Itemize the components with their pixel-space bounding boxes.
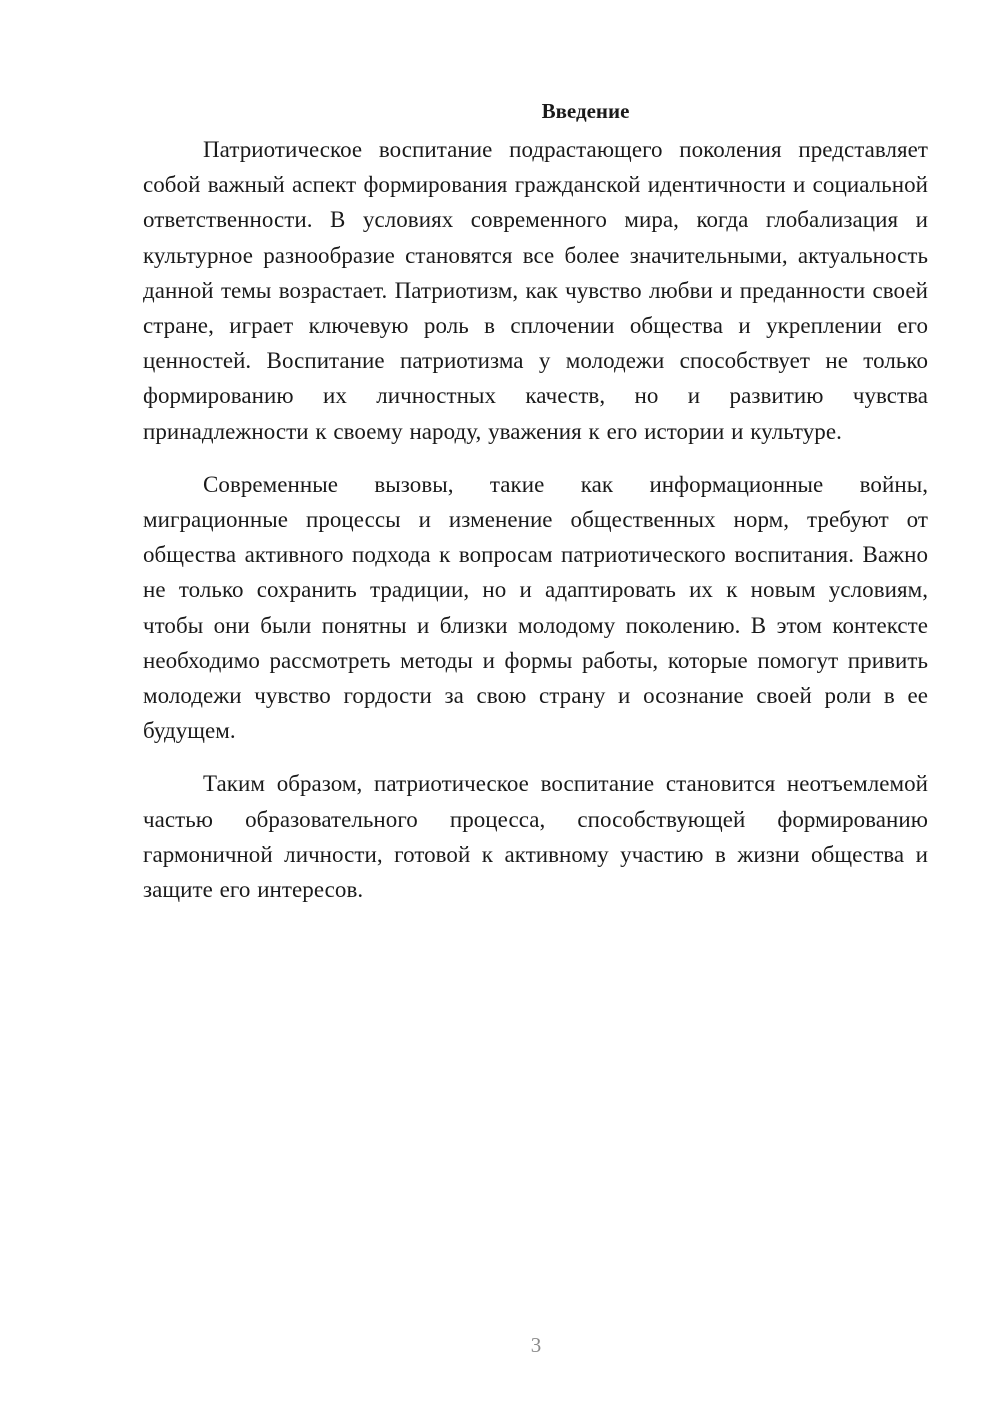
paragraph-1: Патриотическое воспитание подрастающего поколения представляет собой важный аспект формирования гражданской идентичности и социальной ответственности. В условиях современного мира, когда глобализация и культурное разнообразие становятся все более значительными, актуальность данной темы возрастает. Патриотизм, как чувство любви и преданности своей стране, играет ключевую роль в сплочении общества и укреплении его ценностей. Воспитание патриотизма у молодежи способствует не только формированию их личностных качеств, но и развитию чувства принадлежности к своему народу, уважения к его истории и культуре. (143, 137, 928, 444)
paragraph-3: Таким образом, патриотическое воспитание становится неотъемлемой частью образовательного процесса, способствующей формированию гармоничной личности, готовой к активному участию в жизни общества и защите его интересов. (143, 771, 928, 903)
page-body (143, 96, 928, 925)
section-title: Введение (541, 99, 630, 123)
paragraph-2: Современные вызовы, такие как информационные войны, миграционные процессы и изменение общественных норм, требуют от общества активного подхода к вопросам патриотического воспитания. Важно не только сохранить традиции, но и адаптировать их к новым условиям, чтобы они были понятны и близки молодому поколению. В этом контексте необходимо рассмотреть методы и формы работы, которые помогут привить молодежи чувство гордости за свою страну и осознание своей роли в ее будущем. (143, 471, 928, 744)
page-number: 3 (530, 1333, 542, 1357)
